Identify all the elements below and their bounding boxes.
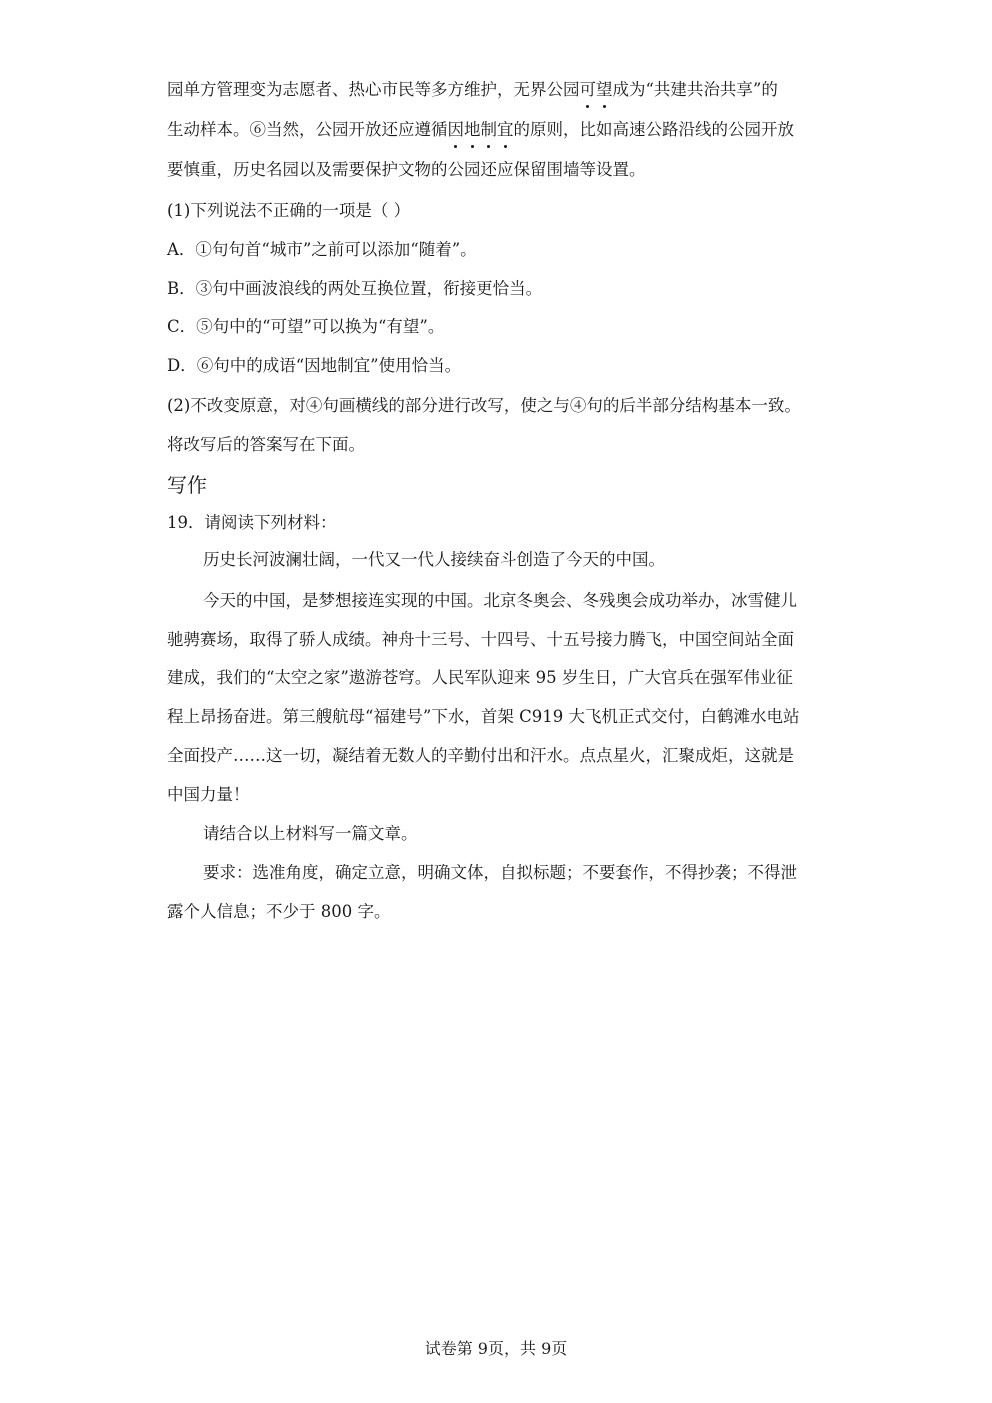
material-line-6: 全面投产……这一切，凝结着无数人的辛勤付出和汗水。点点星火，汇聚成炬，这就是 — [167, 746, 794, 765]
passage-text: 生动样本。⑥当然，公园开放还应遵循 — [167, 120, 448, 139]
passage-line-2 — [167, 118, 794, 142]
passage-line-3: 要慎重，历史名园以及需要保护文物的公园还应保留围墙等设置。 — [167, 160, 646, 179]
requirement-line-1: 要求：选准角度，确定立意，明确文体，自拟标题；不要套作，不得抄袭；不得泄 — [203, 863, 797, 882]
dotted-char: 制 — [481, 118, 498, 142]
material-line-2: 今天的中国，是梦想接连实现的中国。北京冬奥会、冬残奥会成功举办，冰雪健儿 — [203, 591, 797, 610]
dotted-char: 望 — [596, 78, 613, 102]
dotted-char: 因 — [448, 118, 465, 142]
passage-text: 成为“共建共治共享”的 — [612, 80, 778, 99]
question-2-prompt-line-2: 将改写后的答案写在下面。 — [167, 435, 365, 454]
writing-instruction: 请结合以上材料写一篇文章。 — [203, 824, 418, 843]
section-heading: 写作 — [167, 473, 207, 497]
dotted-char: 可 — [580, 78, 597, 102]
dotted-char: 地 — [464, 118, 481, 142]
question-19-prompt: 19．请阅读下列材料： — [167, 513, 337, 532]
option-d: D．⑥句中的成语“因地制宜”使用恰当。 — [167, 356, 462, 375]
dotted-char: 宜 — [497, 118, 514, 142]
requirement-line-2: 露个人信息；不少于 800 字。 — [167, 902, 391, 921]
material-line-5: 程上昂扬奋进。第三艘航母“福建号”下水，首架 C919 大飞机正式交付，白鹤滩水电站 — [167, 707, 800, 726]
option-b: B．③句中画波浪线的两处互换位置，衔接更恰当。 — [167, 279, 543, 298]
material-line-3: 驰骋赛场，取得了骄人成绩。神舟十三号、十四号、十五号接力腾飞，中国空间站全面 — [167, 630, 794, 649]
option-a: A．①句句首“城市”之前可以添加“随着”。 — [167, 240, 477, 259]
question-1-prompt: (1)下列说法不正确的一项是（ ） — [167, 201, 411, 220]
material-line-1: 历史长河波澜壮阔，一代又一代人接续奋斗创造了今天的中国。 — [203, 550, 665, 569]
passage-text: 园单方管理变为志愿者、热心市民等多方维护，无界公园 — [167, 80, 580, 99]
option-c: C．⑤句中的“可望”可以换为“有望”。 — [167, 317, 445, 336]
question-2-prompt-line-1: (2)不改变原意，对④句画横线的部分进行改写，使之与④句的后半部分结构基本一致。 — [167, 396, 801, 415]
material-line-7: 中国力量！ — [167, 785, 250, 804]
passage-text: 的原则，比如高速公路沿线的公园开放 — [513, 120, 794, 139]
material-line-4: 建成，我们的“太空之家”遨游苍穹。人民军队迎来 95 岁生日，广大官兵在强军伟业征 — [167, 668, 793, 687]
passage-line-1 — [167, 78, 778, 102]
page-footer: 试卷第 9页，共 9页 — [424, 1339, 568, 1358]
